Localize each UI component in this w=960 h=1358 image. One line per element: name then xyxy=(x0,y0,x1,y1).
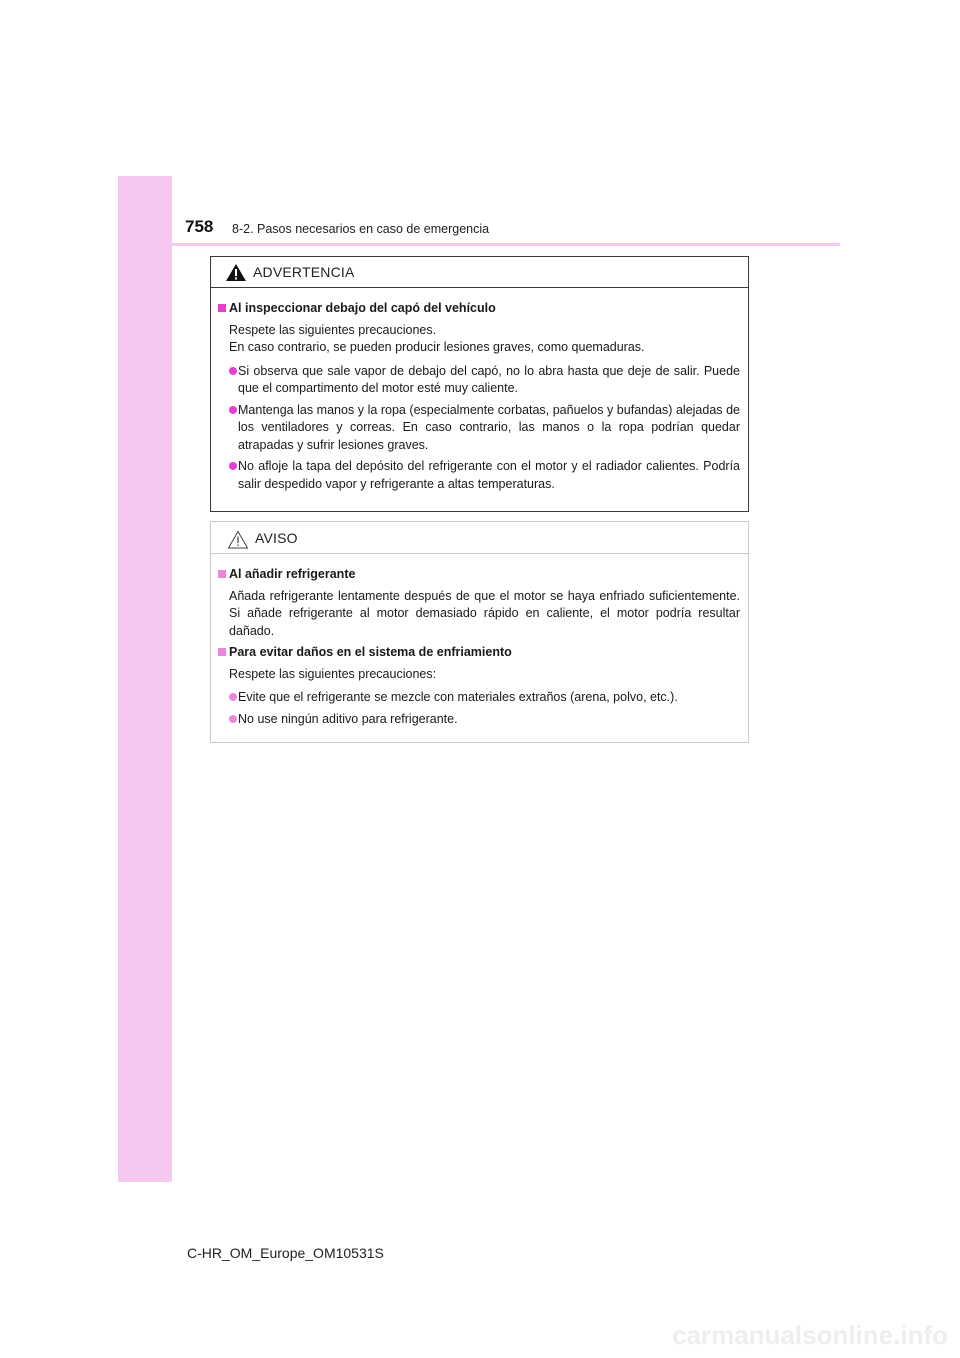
warning-intro-1: Respete las siguientes precauciones. xyxy=(229,322,437,337)
list-item xyxy=(218,711,740,729)
notice-heading-2-text: Para evitar daños en el sistema de enfriamiento xyxy=(229,645,512,659)
warning-box xyxy=(210,256,749,512)
section-title: 8-2. Pasos necesarios en caso de emergencia xyxy=(232,222,490,236)
list-item-text: Mantenga las manos y la ropa (especialmente corbatas, pañuelos y bufandas) alejadas de los ventiladores y correas. En caso contrario, las manos o la ropa podrían quedar atrapadas y sufrir lesiones graves. xyxy=(238,402,740,452)
list-item-text: No afloje la tapa del depósito del refrigerante con el motor y el radiador calientes. Podría salir despedido vapor y refrigerante a altas temperaturas. xyxy=(238,459,740,491)
notice-box xyxy=(210,521,749,743)
warning-title: ADVERTENCIA xyxy=(253,264,355,280)
circle-bullet-icon xyxy=(229,462,237,470)
watermark: carmanualsonline.info xyxy=(672,1320,948,1350)
warning-body xyxy=(211,288,748,493)
list-item-text: Evite que el refrigerante se mezcle con materiales extraños (arena, polvo, etc.). xyxy=(238,690,678,704)
notice-heading-1 xyxy=(218,566,740,584)
notice-heading-2 xyxy=(218,644,740,662)
notice-body xyxy=(211,554,748,728)
list-item-text: Si observa que sale vapor de debajo del capó, no lo abra hasta que deje de salir. Puede que el compartimento del motor esté muy caliente. xyxy=(238,363,740,395)
notice-heading-1-text: Al añadir refrigerante xyxy=(229,567,356,581)
square-bullet-icon xyxy=(218,570,226,578)
list-item xyxy=(218,689,740,707)
notice-para-2: Respete las siguientes precauciones: xyxy=(229,666,437,681)
circle-bullet-icon xyxy=(229,693,237,701)
warning-triangle-icon xyxy=(225,263,247,282)
list-item xyxy=(218,363,740,398)
warning-heading xyxy=(218,300,740,318)
notice-title: AVISO xyxy=(255,530,298,546)
square-bullet-icon xyxy=(218,304,226,312)
list-item xyxy=(218,402,740,455)
list-item-text: No use ningún aditivo para refrigerante. xyxy=(238,711,458,726)
document-code: C-HR_OM_Europe_OM10531S xyxy=(187,1245,384,1261)
page-number: 758 xyxy=(185,217,214,236)
warning-header xyxy=(211,257,748,288)
caution-triangle-icon xyxy=(227,530,249,549)
warning-heading-text: Al inspeccionar debajo del capó del vehículo xyxy=(229,301,496,315)
circle-bullet-icon xyxy=(229,367,237,375)
square-bullet-icon xyxy=(218,648,226,656)
header-divider xyxy=(118,243,840,246)
page-side-tab xyxy=(118,176,172,1182)
list-item xyxy=(218,458,740,493)
warning-intro-2: En caso contrario, se pueden producir lesiones graves, como quemaduras. xyxy=(229,340,645,354)
notice-header xyxy=(211,522,748,554)
notice-para-1: Añada refrigerante lentamente después de que el motor se haya enfriado suficientemente. Si añade refrigerante al motor demasiado rápido en caliente, el motor podría resultar dañado. xyxy=(229,588,740,638)
circle-bullet-icon xyxy=(229,715,237,723)
circle-bullet-icon xyxy=(229,406,237,414)
